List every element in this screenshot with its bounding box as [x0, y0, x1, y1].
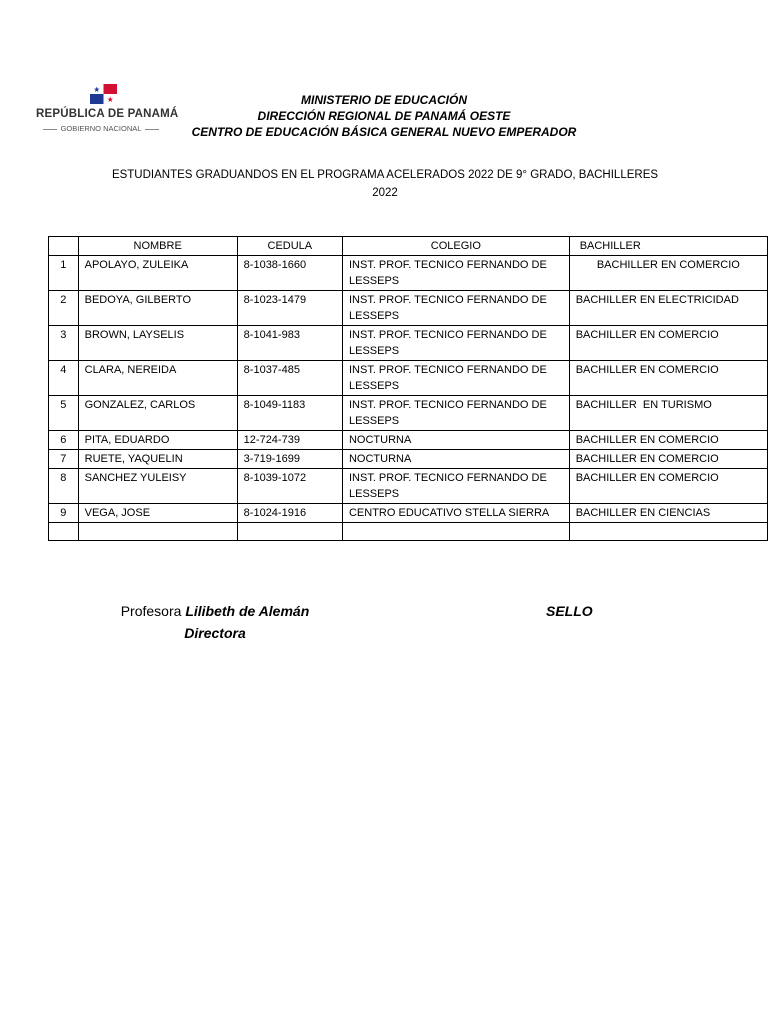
government-logo	[36, 84, 179, 136]
row-bachiller: BACHILLER EN COMERCIO	[569, 431, 767, 450]
panama-flag-icon	[90, 84, 117, 104]
row-cedula: 8-1049-1183	[237, 396, 342, 431]
row-colegio: NOCTURNA	[342, 450, 569, 469]
header-regional-direction: DIRECCIÓN REGIONAL DE PANAMÁ OESTE	[257, 109, 511, 123]
row-colegio: INST. PROF. TECNICO FERNANDO DE LESSEPS	[342, 396, 569, 431]
document-header	[184, 92, 584, 140]
row-bachiller: BACHILLER EN COMERCIO	[569, 469, 767, 504]
table-header-row	[49, 237, 768, 256]
row-bachiller: BACHILLER EN COMERCIO	[569, 361, 767, 396]
seal-label: SELLO	[546, 603, 593, 619]
row-colegio: INST. PROF. TECNICO FERNANDO DE LESSEPS	[342, 256, 569, 291]
row-nombre: PITA, EDUARDO	[78, 431, 237, 450]
row-nombre: RUETE, YAQUELIN	[78, 450, 237, 469]
table-row	[49, 256, 768, 291]
row-nombre: APOLAYO, ZULEIKA	[78, 256, 237, 291]
row-nombre: BROWN, LAYSELIS	[78, 326, 237, 361]
row-num: 9	[49, 504, 79, 523]
row-bachiller: BACHILLER EN COMERCIO	[569, 256, 767, 291]
row-nombre: GONZALEZ, CARLOS	[78, 396, 237, 431]
row-colegio: CENTRO EDUCATIVO STELLA SIERRA	[342, 504, 569, 523]
header-nombre: NOMBRE	[78, 237, 237, 256]
row-cedula: 8-1023-1479	[237, 291, 342, 326]
row-cedula: 8-1038-1660	[237, 256, 342, 291]
row-num	[49, 523, 79, 541]
row-cedula	[237, 523, 342, 541]
document-subtitle	[90, 166, 680, 202]
table-row	[49, 291, 768, 326]
row-colegio: INST. PROF. TECNICO FERNANDO DE LESSEPS	[342, 361, 569, 396]
row-colegio: INST. PROF. TECNICO FERNANDO DE LESSEPS	[342, 326, 569, 361]
row-num: 5	[49, 396, 79, 431]
header-cedula: CEDULA	[237, 237, 342, 256]
subtitle-line1: ESTUDIANTES GRADUANDOS EN EL PROGRAMA ACELERADOS 2022 DE 9° GRADO, BACHILLERES	[111, 169, 659, 181]
logo-title: REPÚBLICA DE PANAMÁ	[36, 108, 179, 120]
table-row	[49, 504, 768, 523]
table-row	[49, 469, 768, 504]
header-ministry: MINISTERIO DE EDUCACIÓN	[300, 93, 467, 107]
row-cedula: 8-1041-983	[237, 326, 342, 361]
logo-subtitle: GOBIERNO NACIONAL	[36, 124, 166, 133]
row-colegio: INST. PROF. TECNICO FERNANDO DE LESSEPS	[342, 469, 569, 504]
header-school-name: CENTRO DE EDUCACIÓN BÁSICA GENERAL NUEVO EMPERADOR	[191, 125, 577, 139]
header-colegio: COLEGIO	[342, 237, 569, 256]
row-num: 2	[49, 291, 79, 326]
header-num	[49, 237, 79, 256]
row-nombre: SANCHEZ YULEISY	[78, 469, 237, 504]
table-row	[49, 450, 768, 469]
row-colegio	[342, 523, 569, 541]
row-bachiller: BACHILLER EN ELECTRICIDAD	[569, 291, 767, 326]
row-cedula: 8-1024-1916	[237, 504, 342, 523]
row-colegio: NOCTURNA	[342, 431, 569, 450]
row-cedula: 8-1037-485	[237, 361, 342, 396]
row-nombre: VEGA, JOSE	[78, 504, 237, 523]
graduates-table	[48, 236, 768, 541]
row-colegio: INST. PROF. TECNICO FERNANDO DE LESSEPS	[342, 291, 569, 326]
table-row	[49, 326, 768, 361]
table-row	[49, 361, 768, 396]
row-bachiller	[569, 523, 767, 541]
header-bachiller: BACHILLER	[569, 237, 767, 256]
row-bachiller: BACHILLER EN COMERCIO	[569, 326, 767, 361]
table-row	[49, 431, 768, 450]
row-num: 3	[49, 326, 79, 361]
row-num: 1	[49, 256, 79, 291]
signature-role: Directora	[184, 625, 246, 641]
row-nombre: BEDOYA, GILBERTO	[78, 291, 237, 326]
row-bachiller: BACHILLER EN COMERCIO	[569, 450, 767, 469]
row-bachiller: BACHILLER EN CIENCIAS	[569, 504, 767, 523]
row-nombre	[78, 523, 237, 541]
row-cedula: 3-719-1699	[237, 450, 342, 469]
row-num: 6	[49, 431, 79, 450]
row-num: 7	[49, 450, 79, 469]
subtitle-line2: 2022	[372, 187, 398, 199]
row-num: 8	[49, 469, 79, 504]
row-cedula: 8-1039-1072	[237, 469, 342, 504]
row-num: 4	[49, 361, 79, 396]
table-row-empty	[49, 523, 768, 541]
row-cedula: 12-724-739	[237, 431, 342, 450]
signature-block	[100, 600, 330, 644]
row-nombre: CLARA, NEREIDA	[78, 361, 237, 396]
signature-prefix: Profesora	[120, 603, 182, 619]
row-bachiller: BACHILLER EN TURISMO	[569, 396, 767, 431]
table-row	[49, 396, 768, 431]
signature-name: Lilibeth de Alemán	[185, 603, 310, 619]
